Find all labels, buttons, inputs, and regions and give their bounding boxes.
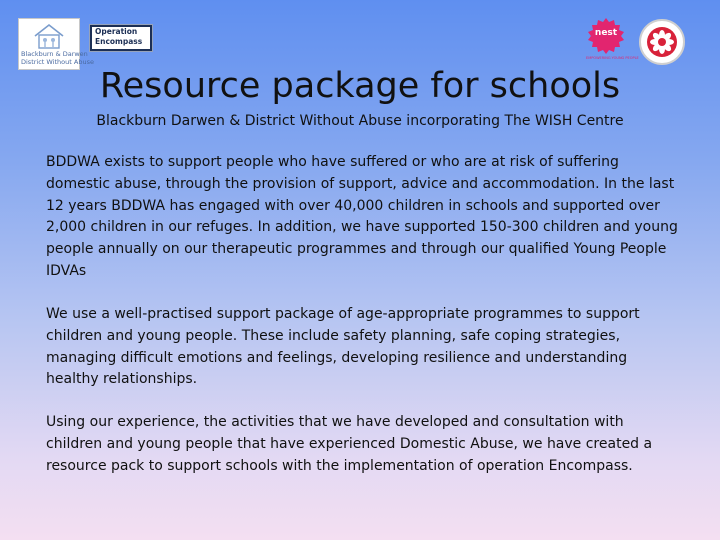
seal-logo: [638, 18, 686, 66]
nest-logo: [586, 18, 639, 64]
nest-badge-text: nest: [594, 28, 618, 38]
operation-encompass-logo: [89, 24, 153, 52]
flower-seal-icon: [638, 18, 686, 66]
paragraph-resource-pack: Using our experience, the activities that we have developed and consultation with children and young people that have experienced Domestic Abuse, we have created a resource pack to support schools with the implementation of operation Encompass.: [46, 414, 653, 474]
oe-logo-line1: Operation: [95, 27, 138, 36]
bddwa-logo-line1: Blackburn & Darwen: [21, 50, 88, 58]
oe-logo-line2: Encompass: [95, 37, 143, 46]
nest-tagline: EMPOWERING YOUNG PEOPLE: [586, 56, 639, 60]
bddwa-logo-line2: District Without Abuse: [21, 58, 94, 66]
paragraph-about-bddwa: BDDWA exists to support people who have suffered or who are at risk of suffering domestic abuse, through the provision of support, advice and accommodation. In the last 12 years BDDWA has engaged with over 40,000 children in schools and supported over 2,000 children in our refuges. In addition, we have supported 150-300 children and young people annually on our therapeutic programmes and through our qualified Young People IDVAs: [46, 154, 678, 279]
paragraph-support-package: We use a well-practised support package of age-appropriate programmes to support children and young people. These include safety planning, safe coping strategies, managing difficult emotions and feelings, developing resilience and understanding healthy relationships.: [46, 306, 640, 388]
page-subtitle: Blackburn Darwen & District Without Abuse incorporating The WISH Centre: [96, 113, 624, 129]
house-icon: [33, 23, 65, 49]
page-title: Resource package for schools: [99, 66, 621, 106]
